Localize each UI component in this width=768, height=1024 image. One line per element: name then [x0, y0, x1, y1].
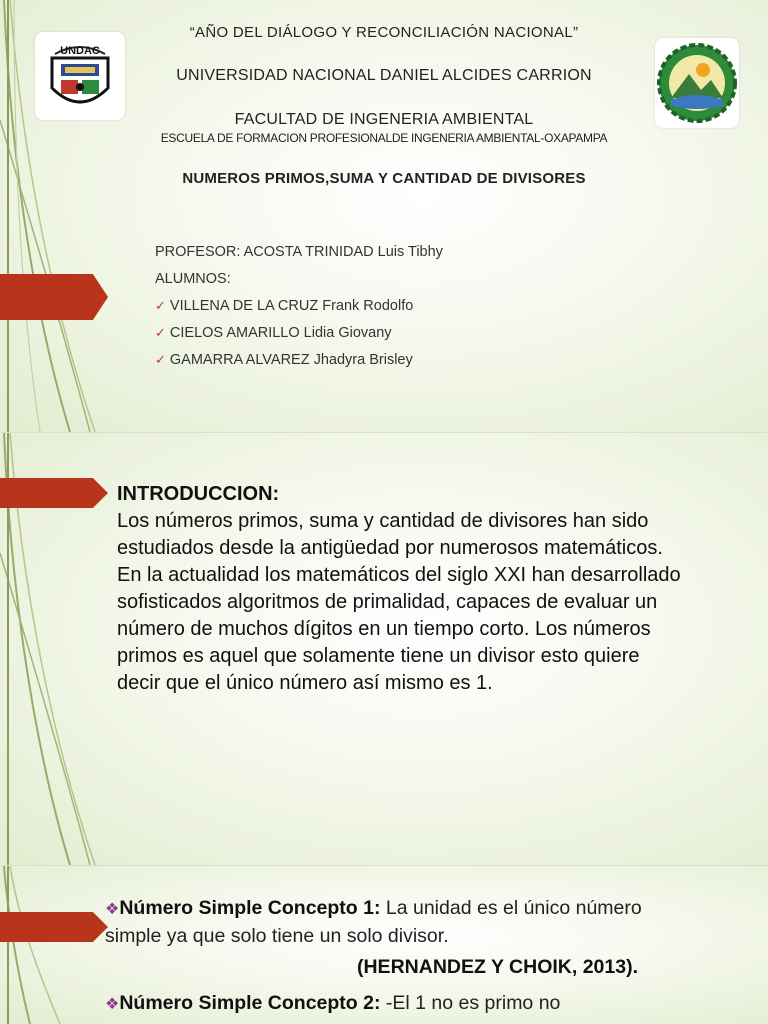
introduction-text [117, 481, 687, 697]
diamond-bullet-icon: ❖ [105, 996, 120, 1013]
student-name: VILLENA DE LA CRUZ Frank Rodolfo [169, 298, 414, 314]
concept-1 [105, 895, 675, 949]
title-slide [0, 0, 768, 432]
check-icon: ✓ [155, 298, 166, 313]
concept-2 [105, 990, 675, 1018]
faculty-name: FACULTAD DE INGENERIA AMBIENTAL [234, 111, 534, 128]
concept-2-label: Número Simple Concepto 2: [119, 992, 381, 1014]
university-name: UNIVERSIDAD NACIONAL DANIEL ALCIDES CARRION [176, 67, 592, 84]
school-name: ESCUELA DE FORMACION PROFESIONALDE INGENERIA AMBIENTAL-OXAPAMPA [160, 131, 608, 145]
undac-logo-text: UNDAC [60, 45, 100, 57]
student-name: GAMARRA ALVAREZ Jhadyra Brisley [169, 352, 413, 368]
accent-arrow [0, 912, 108, 942]
motto: “AÑO DEL DIÁLOGO Y RECONCILIACIÓN NACIONAL” [189, 24, 579, 41]
student-item [155, 324, 443, 351]
introduction-body: Los números primos, suma y cantidad de divisores han sido estudiados desde la antigüedad por numerosos matemáticos. En la actualidad los matemáticos del siglo XXI han desarrollado sofisticados algoritmos de primalidad, capaces de evaluar un número de muchos dígitos en un tiempo corto. Los números primos es aquel que solamente tiene un divisor esto quiere decir que el único número así mismo es 1. [117, 510, 681, 694]
check-icon: ✓ [155, 352, 166, 367]
student-item [155, 351, 443, 378]
concept-1-label: Número Simple Concepto 1: [119, 897, 381, 919]
students-label: ALUMNOS: [155, 271, 231, 287]
student-name: CIELOS AMARILLO Lidia Giovany [169, 325, 392, 341]
concept-1-text: La unidad es el único número simple ya que solo tiene un solo divisor. [105, 897, 642, 947]
check-icon: ✓ [155, 325, 166, 340]
diamond-bullet-icon: ❖ [105, 901, 120, 918]
citation: (HERNANDEZ Y CHOIK, 2013). [356, 956, 638, 978]
presentation-title: NUMEROS PRIMOS,SUMA Y CANTIDAD DE DIVISORES [182, 170, 586, 187]
professor-line: PROFESOR: ACOSTA TRINIDAD Luis Tibhy [155, 244, 443, 260]
concept-2-text: -El 1 no es primo no [380, 992, 561, 1014]
accent-arrow [0, 478, 108, 508]
credits [155, 243, 443, 378]
accent-arrow [0, 274, 108, 320]
student-item [155, 297, 443, 324]
introduction-heading: INTRODUCCION: [117, 483, 280, 505]
decorative-curves [0, 866, 110, 1024]
